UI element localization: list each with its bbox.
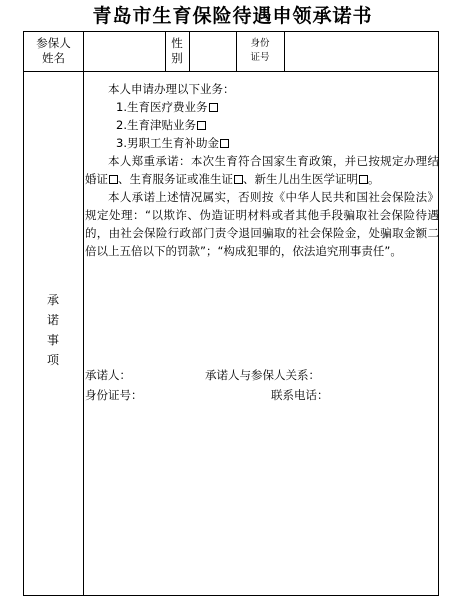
id-number-field[interactable]: [284, 36, 438, 67]
medical-expense-checkbox[interactable]: [209, 103, 218, 112]
legal-statement: 本人承诺上述情况属实，否则按《中华人民共和国社会保险法》规定处理：“以欺诈、伪造证明材料或者其他手段骗取社会保险待遇的，由社会保险行政部门责令退回骗取的社会保险金，处骗取金额二倍以上五倍以下的罚款”；“构成犯罪的，依法追究刑事责任”。: [85, 190, 439, 258]
marriage-certificate-checkbox[interactable]: [109, 175, 118, 184]
birth-permit-checkbox[interactable]: [234, 175, 243, 184]
relation-label: 承诺人与参保人关系：: [205, 368, 320, 382]
gender-field[interactable]: [189, 36, 236, 67]
commitment-items-label: 承 诺 事 项: [46, 293, 59, 367]
gender-label: 性 别: [171, 36, 183, 65]
promisor-label: 承诺人：: [85, 368, 131, 382]
declaration-text: 本人郑重承诺：本次生育符合国家生育政策，并已按规定办理结婚证 、生育服务证或准生证 、新生儿出生医学证明 。: [85, 154, 439, 186]
maternity-allowance-checkbox[interactable]: [197, 121, 206, 130]
commitment-form-table: [23, 31, 439, 596]
id-number-label: 身份 证号: [250, 38, 270, 63]
header-row-divider: [24, 71, 438, 72]
page-title: 青岛市生育保险待遇申领承诺书: [92, 5, 373, 27]
birth-certificate-checkbox[interactable]: [359, 175, 368, 184]
commitment-content: [85, 80, 439, 260]
item-medical-expense: 1.生育医疗费业务: [85, 98, 439, 116]
intro-text: 本人申请办理以下业务：: [108, 82, 235, 96]
id-number-sign-label: 身份证号：: [85, 388, 143, 402]
male-subsidy-checkbox[interactable]: [220, 139, 229, 148]
item-male-subsidy: 3.男职工生育补助金: [85, 134, 439, 152]
insured-name-label: 参保人 姓名: [36, 36, 71, 65]
body-column-divider: [83, 71, 84, 595]
insured-name-field[interactable]: [83, 36, 165, 67]
phone-label: 联系电话：: [271, 388, 329, 402]
item-maternity-allowance: 2.生育津贴业务: [85, 116, 439, 134]
